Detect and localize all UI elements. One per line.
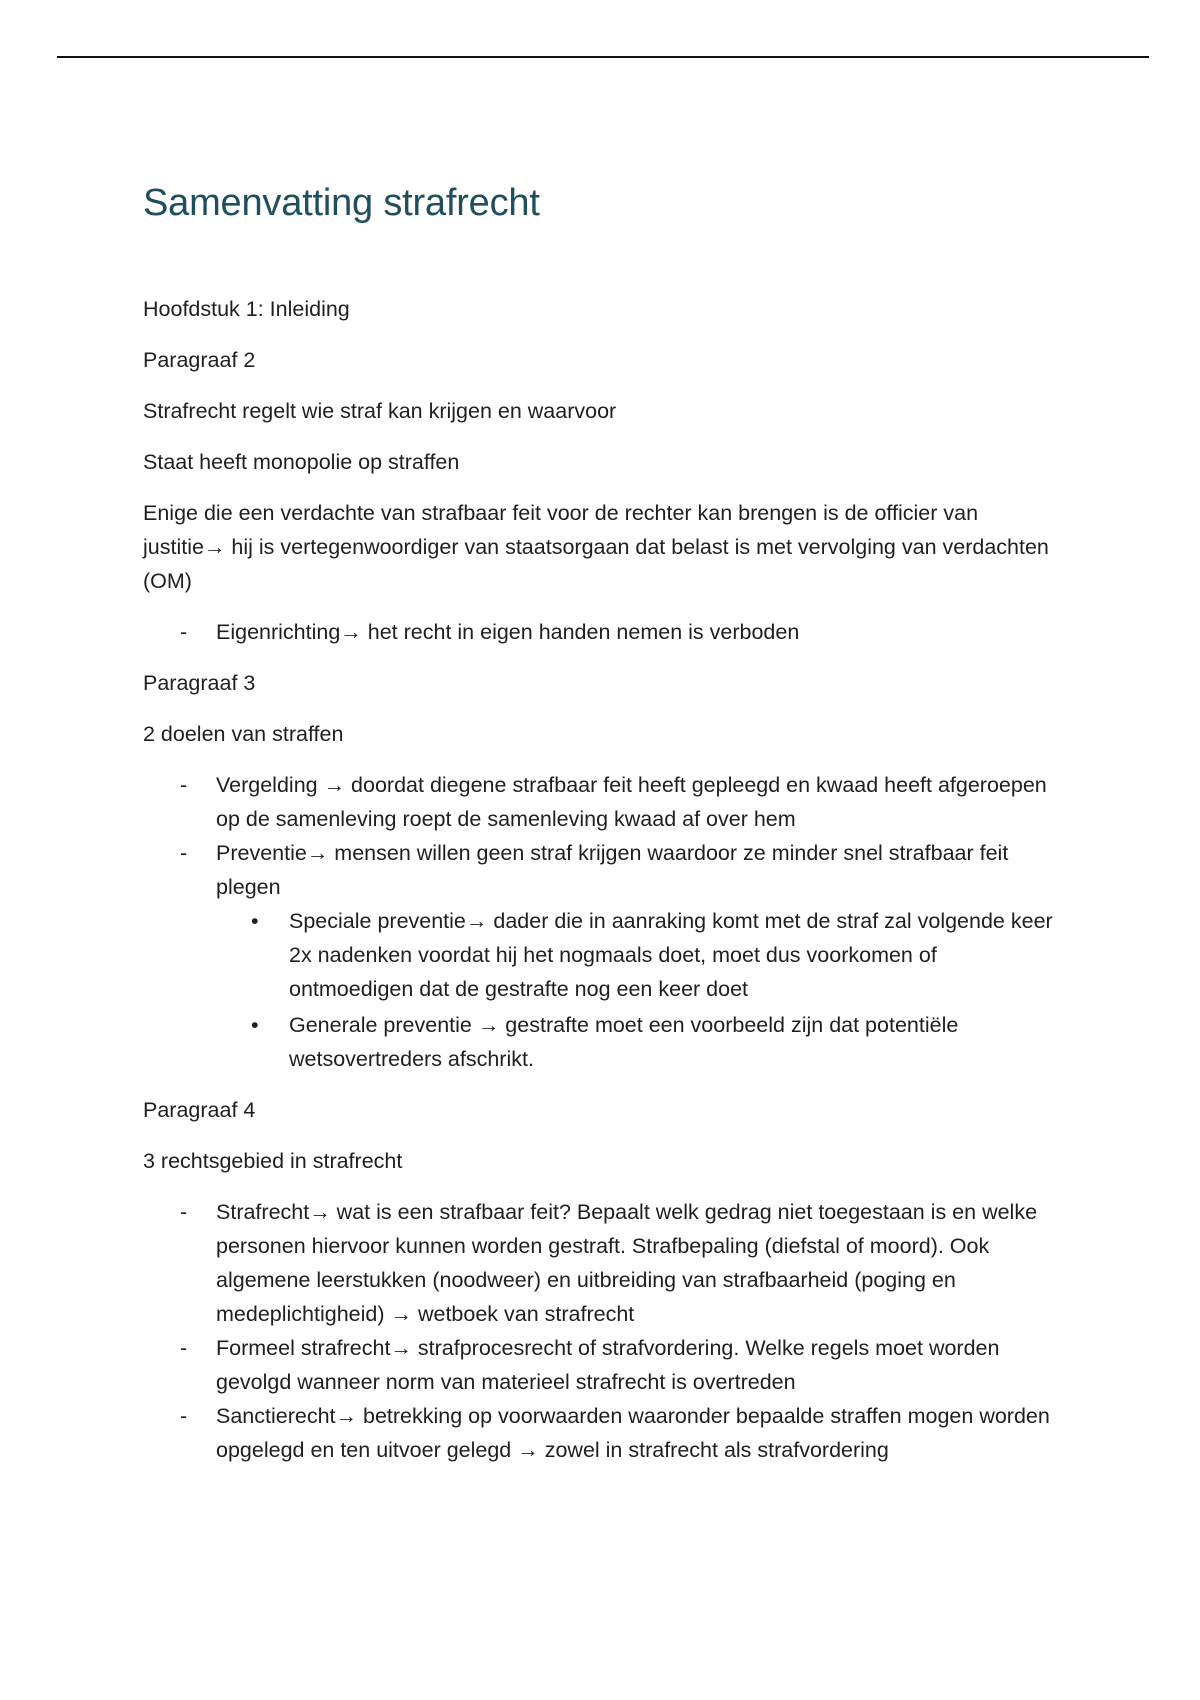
dash-marker: - [180,841,188,865]
sub-list-item-text: Generale preventie → gestrafte moet een voorbeeld zijn dat potentiële wetsovertreders afschrikt. [289,1013,959,1071]
dash-marker: - [180,620,188,644]
bullet-marker: • [251,1013,259,1037]
list-item-text: Sanctierecht→ betrekking op voorwaarden waaronder bepaalde straffen mogen worden opgelegd en ten uitvoer gelegd → zowel in strafrecht als strafvordering [216,1404,1050,1462]
sub-list-item [216,904,1063,1006]
section-heading-4: Paragraaf 4 [143,1098,256,1122]
dash-marker: - [180,1404,188,1428]
list-item [143,836,1063,1076]
list-item [143,1399,1063,1467]
list-item [143,1331,1063,1399]
dash-marker: - [180,773,188,797]
document-title: Samenvatting strafrecht [143,182,540,224]
list-item [143,1195,1063,1331]
list-item [143,615,1063,649]
paragraph: Staat heeft monopolie op straffen [143,450,460,474]
paragraph: Strafrecht regelt wie straf kan krijgen en waarvoor [143,399,617,423]
dash-list [143,615,1063,649]
document-body [143,180,1063,1484]
paragraph: 2 doelen van straffen [143,722,344,746]
paragraph: 3 rechtsgebied in strafrecht [143,1149,403,1173]
dash-marker: - [180,1200,188,1224]
section-heading-3: Paragraaf 3 [143,671,256,695]
list-item-text: Eigenrichting→ het recht in eigen handen nemen is verboden [216,620,800,644]
list-item-text: Vergelding → doordat diegene strafbaar feit heeft gepleegd en kwaad heeft afgeroepen op de samenleving roept de samenleving kwaad af over hem [216,773,1047,831]
sub-list-item [216,1008,1063,1076]
dash-marker: - [180,1336,188,1360]
bullet-marker: • [251,909,259,933]
header-rule [57,56,1149,58]
bullet-list [216,904,1063,1076]
chapter-heading: Hoofdstuk 1: Inleiding [143,297,350,321]
paragraph: Enige die een verdachte van strafbaar feit voor de rechter kan brengen is de officier van justitie→ hij is vertegenwoordiger van staatsorgaan dat belast is met vervolging van verdachten (OM) [143,501,1049,593]
sub-list-item-text: Speciale preventie→ dader die in aanraking komt met de straf zal volgende keer 2x nadenken voordat hij het nogmaals doet, moet dus voorkomen of ontmoedigen dat de gestrafte nog een keer doet [289,909,1053,1001]
dash-list [143,1195,1063,1467]
list-item-text: Formeel strafrecht→ strafprocesrecht of strafvordering. Welke regels moet worden gevolgd wanneer norm van materieel strafrecht is overtreden [216,1336,1000,1394]
dash-list [143,768,1063,1076]
list-item-text: Preventie→ mensen willen geen straf krijgen waardoor ze minder snel strafbaar feit plegen [216,841,1009,899]
list-item-text: Strafrecht→ wat is een strafbaar feit? Bepaalt welk gedrag niet toegestaan is en welke personen hiervoor kunnen worden gestraft. Strafbepaling (diefstal of moord). Ook algemene leerstukken (noodweer) en uitbreiding van strafbaarheid (poging en medeplichtigheid) → wetboek van strafrecht [216,1200,1038,1326]
section-heading-2: Paragraaf 2 [143,348,256,372]
list-item [143,768,1063,836]
